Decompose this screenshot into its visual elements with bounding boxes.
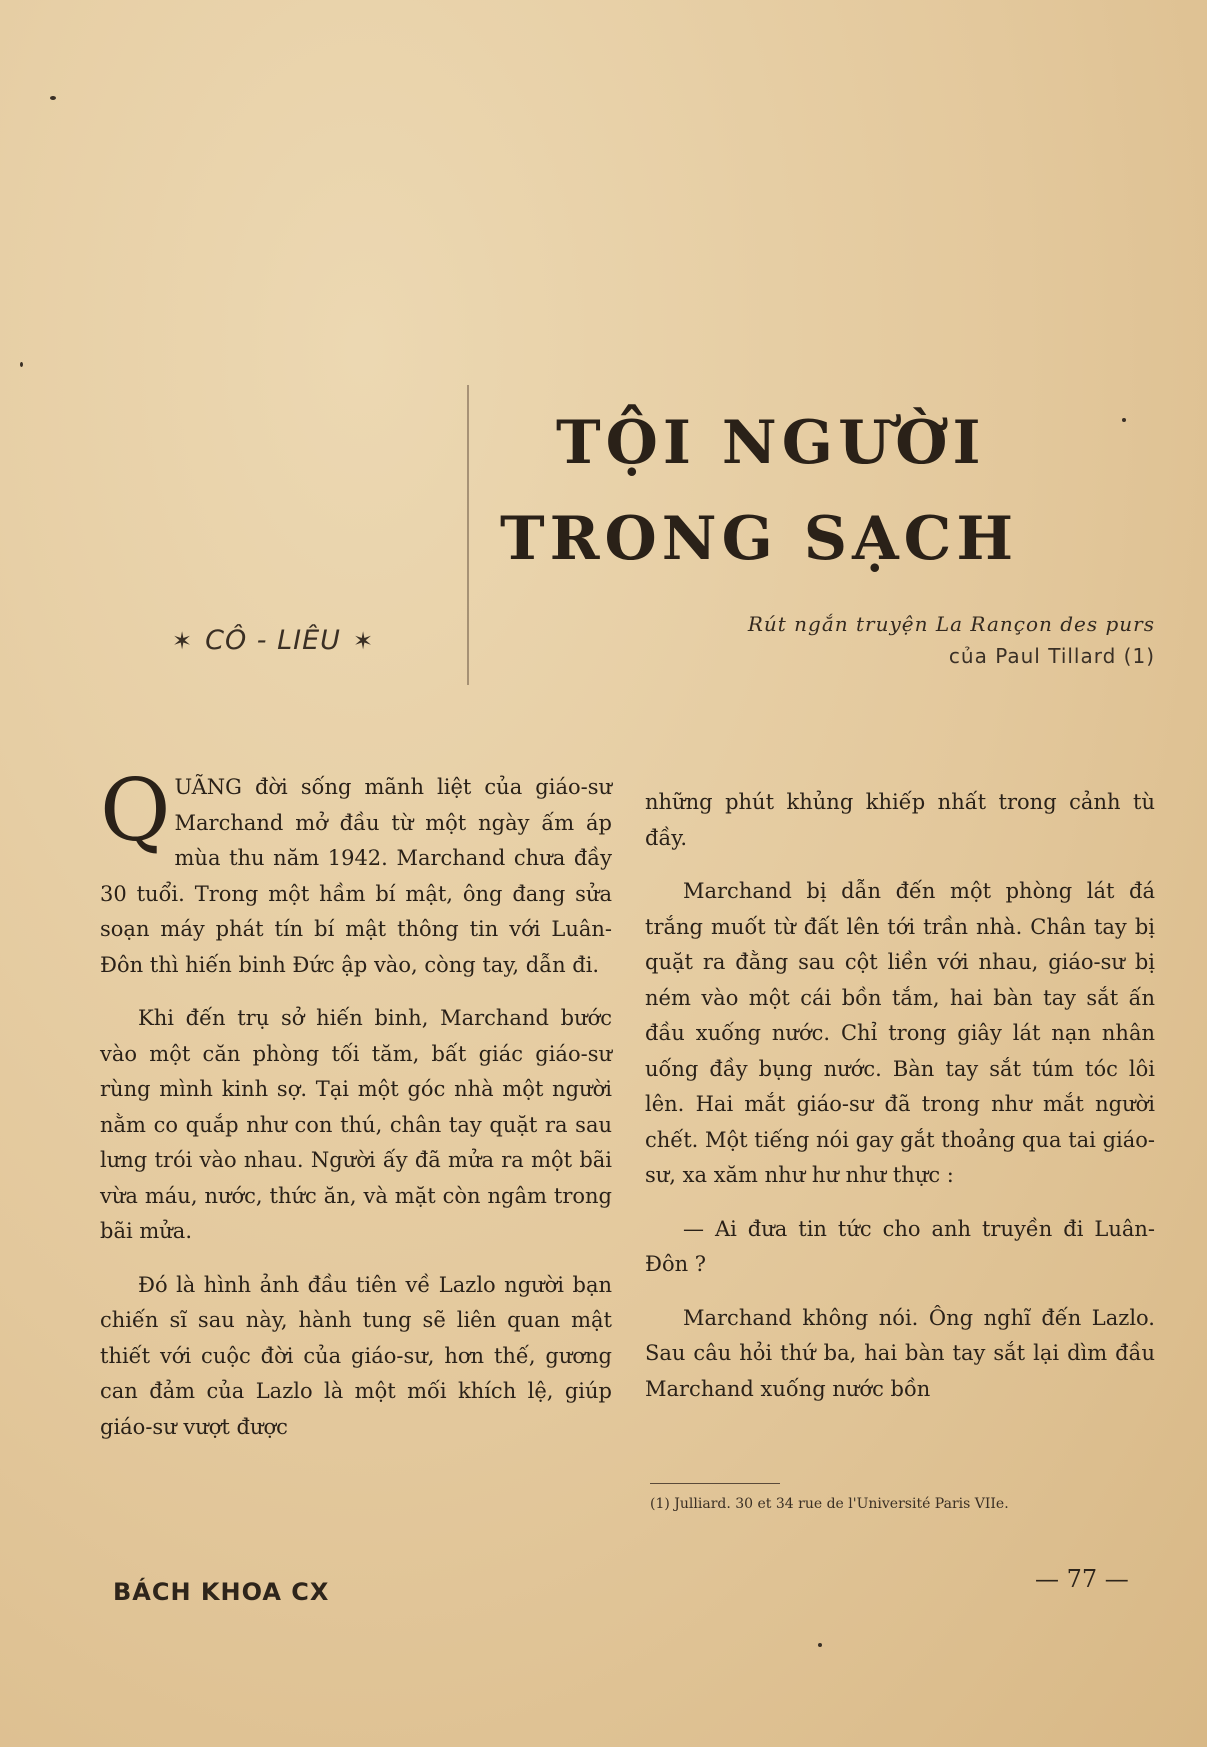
author-name: CÔ - LIÊU [205, 625, 341, 656]
paragraph-text: UÃNG đời sống mãnh liệt của giáo-sư Marchand mở đầu từ một ngày ấm áp mùa thu năm 1942. Marchand chưa đầy 30 tuổi. Trong một hầm bí mật, ông đang sửa soạn máy phát tín bí mật thông tin với Luân-Đôn thì hiến binh Đức ập vào, còng tay, dẫn đi. [100, 775, 612, 977]
page-number: — 77 — [1035, 1565, 1129, 1593]
title-line-2: TRONG SẠCH [500, 504, 1019, 574]
title-line-1: TỘI NGƯỜI [556, 408, 986, 478]
footnote: (1) Julliard. 30 et 34 rue de l'Université Paris VIIe. [650, 1496, 1009, 1512]
dialogue-line: — Ai đưa tin tức cho anh truyền đi Luân-Đôn ? [645, 1216, 1155, 1276]
source-line-1: Rút ngắn truyện La Rançon des purs [747, 612, 1155, 636]
drop-cap: Q [100, 761, 171, 861]
paper-speck [50, 96, 56, 100]
paragraph: Marchand bị dẫn đến một phòng lát đá trắng muốt từ đất lên tới trần nhà. Chân tay bị quặt ra đằng sau cột liền với nhau, giáo-sư bị ném vào một cái bồn tắm, hai bàn tay sắt ấn đầu xuống nước. Chỉ trong giây lát nạn nhân uống đầy bụng nước. Bàn tay sắt túm tóc lôi lên. Hai mắt giáo-sư đã trong như mắt người chết. Một tiếng nói gay gắt thoảng qua tai giáo-sư, xa xăm như hư như thực : [645, 879, 1155, 1187]
paragraph: Khi đến trụ sở hiến binh, Marchand bước vào một căn phòng tối tăm, bất giác giáo-sư rùng mình kinh sợ. Tại một góc nhà một người nằm co quắp như con thú, chân tay quặt ra sau lưng trói vào nhau. Người ấy đã mửa ra một bãi vừa máu, nước, thức ăn, và mặt còn ngâm trong bãi mửa. [100, 1006, 612, 1243]
paragraph [100, 761, 612, 983]
paragraph: những phút khủng khiếp nhất trong cảnh tù đầy. [645, 790, 1155, 850]
star-ornament-icon: ✶ [172, 627, 194, 655]
footnote-rule [650, 1483, 780, 1484]
article-title [500, 395, 1160, 587]
title-divider [467, 385, 469, 685]
paragraph: Đó là hình ảnh đầu tiên về Lazlo người bạn chiến sĩ sau này, hành tung sẽ liên quan mật thiết với cuộc đời của giáo-sư, hơn thế, gương can đảm của Lazlo là một mối khích lệ, giúp giáo-sư vượt được [100, 1272, 612, 1439]
paper-speck [818, 1643, 822, 1647]
paper-speck [20, 362, 23, 367]
source-line-2: của Paul Tillard (1) [948, 644, 1155, 668]
right-column [645, 785, 1155, 1407]
left-column [100, 761, 612, 1445]
paragraph: Marchand không nói. Ông nghĩ đến Lazlo. Sau câu hỏi thứ ba, hai bàn tay sắt lại dìm đầu Marchand xuống nước bồn [645, 1305, 1155, 1401]
journal-name: BÁCH KHOA CX [113, 1578, 330, 1606]
author-byline [160, 625, 386, 656]
paper-speck [1122, 418, 1126, 422]
star-ornament-icon: ✶ [352, 627, 375, 655]
source-note [700, 612, 1155, 668]
